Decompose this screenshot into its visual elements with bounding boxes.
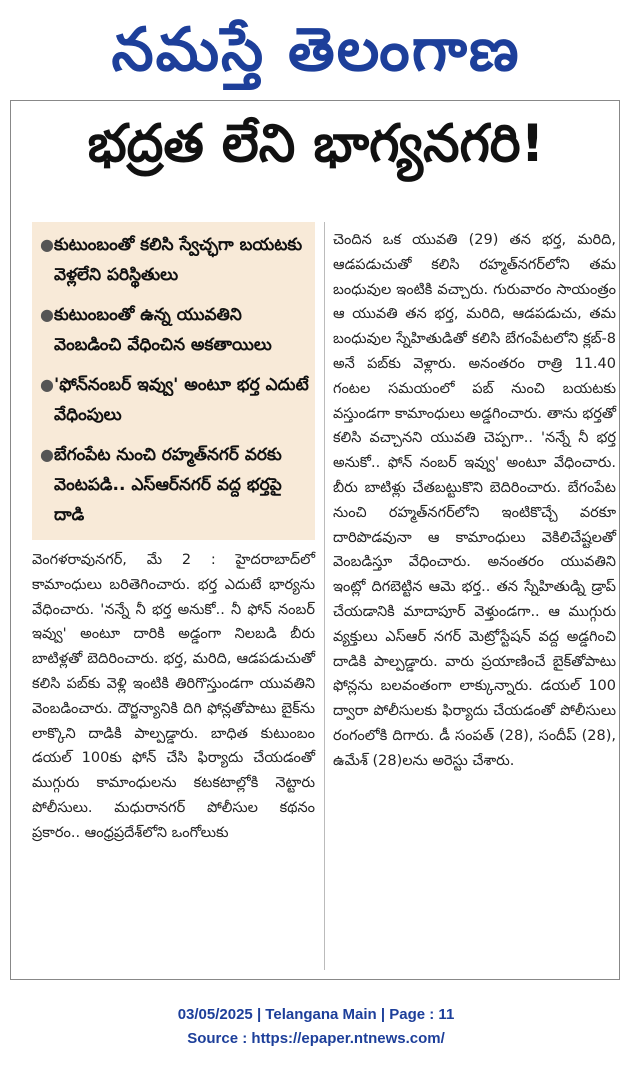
article-column-left — [32, 548, 315, 846]
highlights-box — [32, 222, 315, 540]
newspaper-logo: నమస్తే తెలంగాణ — [111, 15, 521, 85]
article-headline: భద్రత లేని భాగ్యనగరి! — [87, 114, 545, 174]
article-paragraph: వెంగళరావునగర్, మే 2 : హైదరాబాద్‌లో కామాంధులు బరితెగించారు. భర్త ఎదుటే భార్యను వేధించారు. 'నన్నే నీ భర్త అనుకో.. నీ ఫోన్ నంబర్ ఇవ్వు' అంటూ దారికి అడ్డంగా నిలబడి బీరు బాటిళ్లతో బెదిరించారు. భర్త, మరిది, ఆడపడుచుతో కలిసి పబ్‌కు వెళ్లి ఇంటికి తిరిగొస్తుండగా యువతిని వెంబడించారు. దౌర్జన్యానికి దిగి ఫోన్లతోపాటు బైక్‌ను లాక్కొని దాడికి పాల్పడ్డారు. బాధిత కుటుంబం డయల్ 100కు ఫోన్ చేసి ఫిర్యాదు చేయడంతో ముగ్గురు కామాంధులను కటకటాల్లోకి నెట్టారు పోలీసులు. మధురానగర్ పోలీసుల కథనం ప్రకారం.. ఆంధ్రప్రదేశ్‌లోని ఒంగోలుకు — [32, 552, 315, 841]
bullet-icon: ● — [40, 375, 54, 394]
highlight-text: 'ఫోన్‌నంబర్ ఇవ్వు' అంటూ భర్త ఎదుటే వేధింపులు — [54, 375, 309, 425]
highlight-item — [40, 300, 309, 360]
article-column-right — [333, 228, 616, 774]
highlight-text: బేగంపేట నుంచి రహ్మత్‌నగర్ వరకు వెంటపడి.. ఎస్‌ఆర్‌నగర్ వద్ద భర్తపై దాడి — [54, 445, 282, 525]
bullet-icon: ● — [40, 235, 54, 254]
highlight-item — [40, 370, 309, 430]
article-paragraph: చెందిన ఒక యువతి (29) తన భర్త, మరిది, ఆడపడుచుతో కలిసి రహ్మత్‌నగర్‌లోని తమ బంధువుల ఇంటికి వచ్చారు. గురువారం సాయంత్రం ఆ యువతి తన భర్త, మరిది, ఆడపడుచు, తమ బంధువుల స్నేహితుడితో కలిసి బేగంపేటలోని క్లబ్-8 అనే పబ్‌కు వెళ్లారు. అనంతరం రాత్రి 11.40 గంటల సమయంలో పబ్ నుంచి బయటకు వస్తుండగా కామాంధులు అడ్డగించారు. తాను భర్తతో కలిసి వచ్చానని యువతి చెప్పగా.. 'నన్నే నీ భర్త అనుకో.. ఫోన్ నంబర్ ఇవ్వు' అంటూ వేధించారు. బీరు బాటిళ్లు చేతబట్టుకొని బెదిరించారు. బేగంపేట నుంచి రహ్మత్‌నగర్‌లోని ఇంటికొచ్చే వరకూ దారిపొడవునా ఆ కామాంధులు వెకిలిచేష్టలతో వెంబడిస్తూ వేధించారు. అనంతరం యువతిని ఇంట్లో దిగబెట్టిన ఆమె భర్త.. తన స్నేహితుడ్ని డ్రాప్ చేయడానికి మాదాపూర్ వెళ్తుండగా.. ఆ ముగ్గురు వ్యక్తులు ఎస్‌ఆర్ నగర్ మెట్రోస్టేషన్ వద్ద అడ్డగించి దాడికి పాల్పడ్డారు. వారు ప్రయాణించే బైక్‌తోపాటు ఫోన్లను బలవంతంగా లాక్కున్నారు. డయల్ 100 ద్వారా పోలీసులకు ఫిర్యాదు చేయడంతో పోలీసులు రంగంలోకి దిగారు. డీ సంపత్ (28), సందీప్ (28), ఉమేశ్ (28)లను అరెస్టు చేశారు. — [333, 232, 616, 769]
highlight-text: కుటుంబంతో ఉన్న యువతిని వెంబడించి వేధించిన అకతాయిలు — [54, 305, 272, 355]
bullet-icon: ● — [40, 445, 54, 464]
column-divider — [324, 222, 325, 970]
highlight-item — [40, 230, 309, 290]
highlight-item — [40, 440, 309, 530]
footer-source: Source : https://epaper.ntnews.com/ — [187, 1030, 445, 1047]
bullet-icon: ● — [40, 305, 54, 324]
footer-date-page: 03/05/2025 | Telangana Main | Page : 11 — [177, 1006, 455, 1023]
highlight-text: కుటుంబంతో కలిసి స్వేచ్ఛగా బయటకు వెళ్లలేని పరిస్థితులు — [54, 235, 303, 285]
masthead — [0, 0, 632, 100]
